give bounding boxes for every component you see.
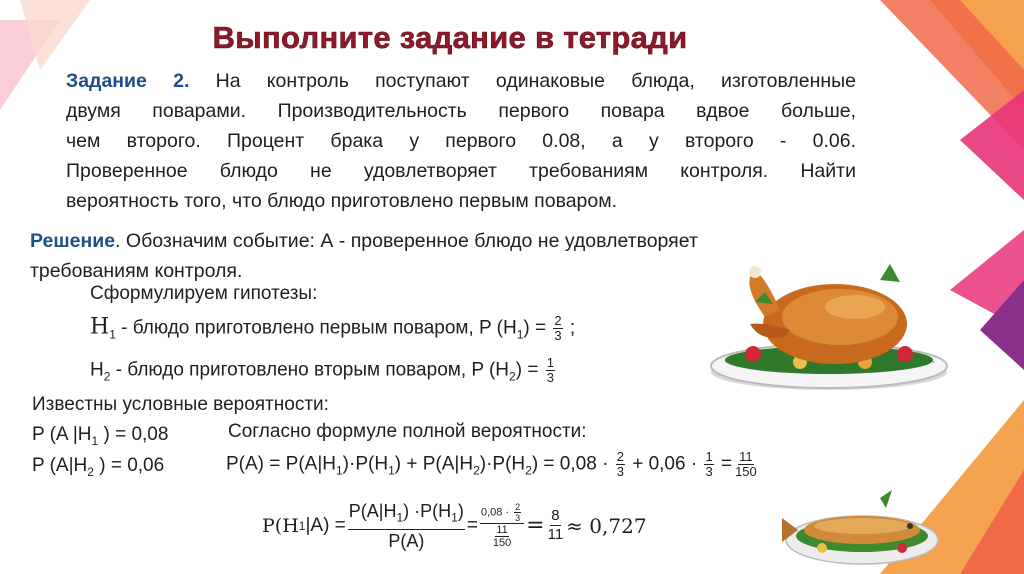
conditional-p2: P ($A|H_2$ ) = 0,06 — [32, 455, 165, 479]
total-probability-heading: Согласно формуле полной вероятности: — [228, 421, 587, 442]
hypothesis-1: $H_1$ - блюдо приготовлено первым поваром, P $(H_1)$ = $\frac{2}{3}$ ; — [90, 313, 576, 343]
solution-text-2: требованиям контроля. — [30, 260, 243, 282]
total-probability-formula: $P(A) = P(A|H_1)\cdot P(H_1) + P(A|H_2)\cdot P(H_2) = 0,08$ · $\frac{2}{3}$ + 0,06 · $\frac{1}{3}$ = $\frac{11}{150}$ — [226, 449, 757, 479]
task-line-3: чем второго. Процент брака у первого 0.08, а у второго - 0.06. — [66, 130, 856, 152]
hypotheses-heading: Сформулируем гипотезы: — [90, 283, 318, 304]
task-line-4: Проверенное блюдо не удовлетворяет требованиям контроля. Найти — [66, 160, 856, 182]
conditional-p1: P (A $|H_1$ ) = 0,08 — [32, 424, 169, 448]
task-statement — [66, 66, 856, 216]
solution-text-1: . Обозначим событие: А - проверенное блюдо не удовлетворяет — [115, 230, 698, 252]
task-line-1: На контроль поступают одинаковые блюда, изготовленные — [215, 70, 856, 92]
bayes-formula: P(H 1 |A) = $\frac{P(A|H_1) \cdot P(H_1)}{P(A)}$ = 0,08 · $\frac{2}{3}$ $\frac{11}{150}$ = $\frac{8}{11}$ ≈ 0,727 — [262, 501, 647, 551]
task-line-2: двумя поварами. Производительность первого повара вдвое больше, — [66, 100, 856, 122]
baked-fish-dish-illustration — [782, 490, 942, 570]
task-line-5: вероятность того, что блюдо приготовлено первым поваром. — [66, 190, 618, 212]
hypothesis-2: $H_2$ - блюдо приготовлено вторым поваром, P $(H_2)$ = $\frac{1}{3}$ — [90, 355, 554, 385]
task-label: Задание 2. — [66, 70, 190, 92]
conditional-heading: Известны условные вероятности: — [32, 394, 329, 415]
solution-label: Решение — [30, 230, 116, 252]
page-title: Выполните задание в тетради — [212, 20, 688, 55]
roast-turkey-illustration — [705, 262, 950, 397]
